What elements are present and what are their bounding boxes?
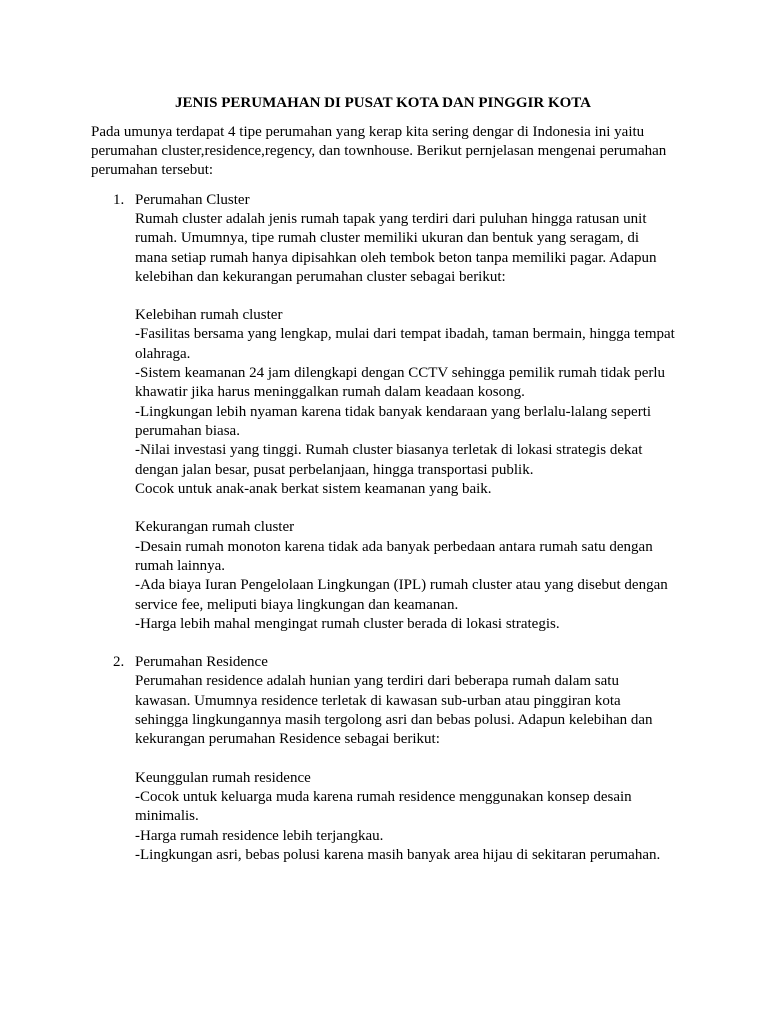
list-line: khawatir jika harus meninggalkan rumah dalam keadaan kosong. (135, 384, 525, 400)
list-line: dengan jalan besar, pusat perbelanjaan, hingga transportasi publik. (135, 462, 534, 478)
list-line: -Lingkungan asri, bebas polusi karena masih banyak area hijau di sekitaran perumahan. (135, 847, 661, 863)
section-paragraph-line: Rumah cluster adalah jenis rumah tapak yang terdiri dari puluhan hingga ratusan unit (135, 211, 647, 227)
list-number: 2. (113, 654, 125, 670)
list-line: perumahan biasa. (135, 423, 240, 439)
list-line: minimalis. (135, 808, 199, 824)
list-line: -Desain rumah monoton karena tidak ada banyak perbedaan antara rumah satu dengan (135, 539, 653, 555)
section-heading: Perumahan Residence (135, 654, 268, 670)
list-line: -Nilai investasi yang tinggi. Rumah cluster biasanya terletak di lokasi strategis dekat (135, 442, 643, 458)
list-line: -Harga lebih mahal mengingat rumah cluster berada di lokasi strategis. (135, 616, 560, 632)
list-line: -Sistem keamanan 24 jam dilengkapi dengan CCTV sehingga pemilik rumah tidak perlu (135, 365, 666, 381)
list-line: -Lingkungan lebih nyaman karena tidak banyak kendaraan yang berlalu-lalang seperti (135, 404, 652, 420)
list-line: -Fasilitas bersama yang lengkap, mulai dari tempat ibadah, taman bermain, hingga tempat (135, 326, 675, 342)
list-line: -Harga rumah residence lebih terjangkau. (135, 828, 384, 844)
section-paragraph-line: Perumahan residence adalah hunian yang terdiri dari beberapa rumah dalam satu (135, 673, 619, 689)
subheading: Keunggulan rumah residence (135, 770, 311, 786)
list-line: rumah lainnya. (135, 558, 225, 574)
document-title: JENIS PERUMAHAN DI PUSAT KOTA DAN PINGGIR KOTA (175, 95, 592, 111)
list-line: service fee, meliputi biaya lingkungan dan keamanan. (135, 597, 459, 613)
section-heading: Perumahan Cluster (135, 192, 250, 208)
section-paragraph-line: rumah. Umumnya, tipe rumah cluster memiliki ukuran dan bentuk yang seragam, di (135, 230, 640, 246)
list-number: 1. (113, 192, 125, 208)
section-paragraph-line: kawasan. Umumnya residence terletak di kawasan sub-urban atau pinggiran kota (135, 693, 621, 709)
intro-line: perumahan cluster,residence,regency, dan townhouse. Berikut pernjelasan mengenai perumahan (91, 143, 667, 159)
list-line: -Ada biaya Iuran Pengelolaan Lingkungan (IPL) rumah cluster atau yang disebut dengan (135, 577, 668, 593)
section-paragraph-line: sehingga lingkungannya masih tergolong asri dan bebas polusi. Adapun kelebihan dan (135, 712, 653, 728)
list-line: Cocok untuk anak-anak berkat sistem keamanan yang baik. (135, 481, 492, 497)
intro-line: Pada umunya terdapat 4 tipe perumahan yang kerap kita sering dengar di Indonesia ini yaitu (91, 124, 645, 140)
subheading: Kekurangan rumah cluster (135, 519, 295, 535)
subheading: Kelebihan rumah cluster (135, 307, 283, 323)
list-line: -Cocok untuk keluarga muda karena rumah residence menggunakan konsep desain (135, 789, 632, 805)
intro-line: perumahan tersebut: (91, 162, 214, 178)
section-paragraph-line: kelebihan dan kekurangan perumahan cluster sebagai berikut: (135, 269, 506, 285)
section-paragraph-line: mana setiap rumah hanya dipisahkan oleh tembok beton tanpa memiliki pagar. Adapun (135, 250, 657, 266)
list-line: olahraga. (135, 346, 191, 362)
section-paragraph-line: kekurangan perumahan Residence sebagai berikut: (135, 731, 440, 747)
